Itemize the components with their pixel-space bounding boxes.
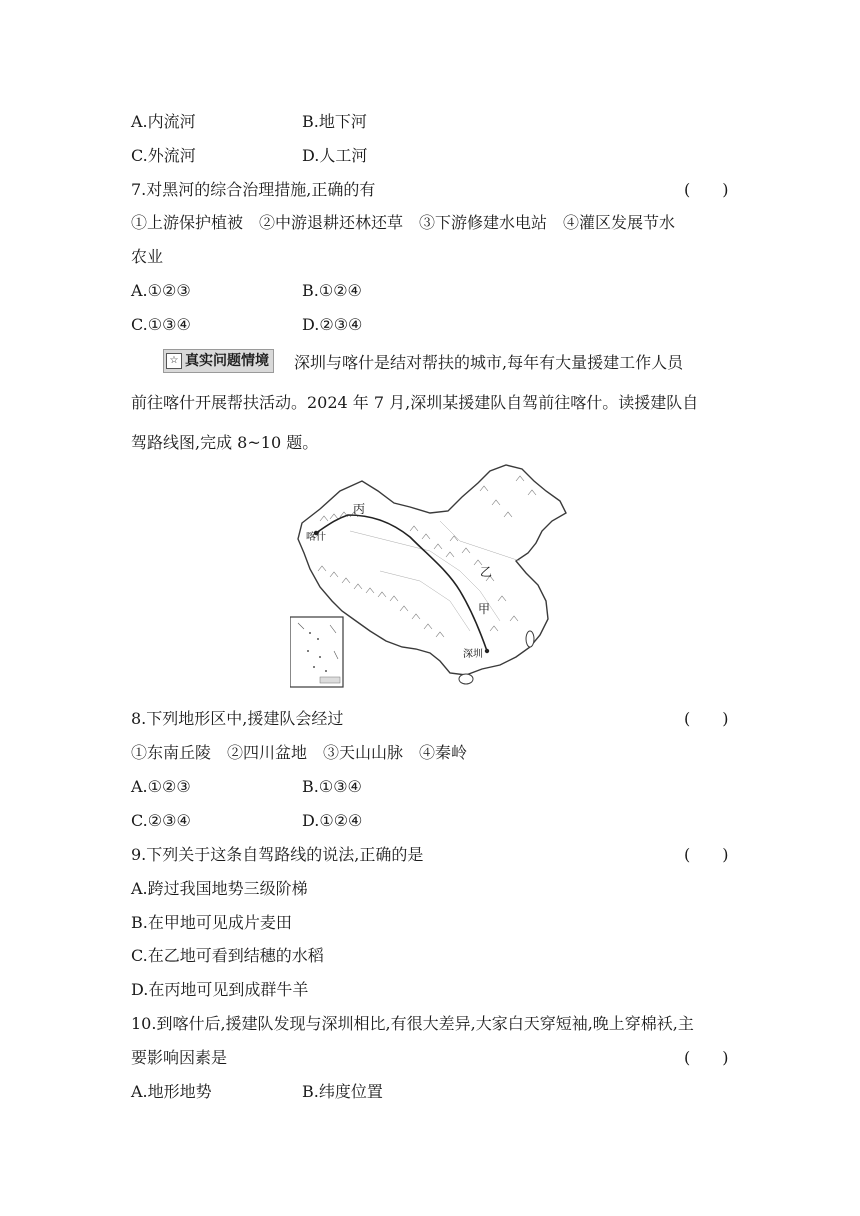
q8-option-a: A.①②③	[131, 777, 191, 796]
q9-option-c: C.在乙地可看到结穗的水稻	[131, 946, 324, 965]
q9-option-b: B.在甲地可见成片麦田	[131, 913, 292, 932]
context-line2: 前往喀什开展帮扶活动。2024 年 7 月,深圳某援建队自驾前往喀什。读援建队自	[131, 393, 699, 412]
q9-option-d: D.在丙地可见到成群牛羊	[131, 980, 309, 999]
route-map	[290, 461, 570, 690]
q8-items: ①东南丘陵 ②四川盆地 ③天山山脉 ④秦岭	[131, 743, 468, 762]
q7-answer-paren: ( )	[684, 180, 729, 199]
hainan-island	[459, 674, 473, 684]
q6-option-c: C.外流河	[131, 146, 196, 165]
q8-stem: 8.下列地形区中,援建队会经过	[131, 709, 344, 728]
q9-stem: 9.下列关于这条自驾路线的说法,正确的是	[131, 845, 424, 864]
q10-option-a: A.地形地势	[131, 1082, 212, 1101]
q10-answer-paren: ( )	[684, 1048, 729, 1067]
q8-option-b: B.①③④	[302, 777, 362, 796]
q7-items-line2: 农业	[131, 247, 164, 266]
q7-items-line1: ①上游保护植被 ②中游退耕还林还草 ③下游修建水电站 ④灌区发展节水	[131, 213, 676, 232]
q10-stem-line2: 要影响因素是	[131, 1048, 228, 1067]
map-label-kashi: 喀什	[306, 532, 326, 543]
q7-option-a: A.①②③	[131, 281, 191, 300]
map-label-shenzhen: 深圳	[463, 649, 483, 660]
q6-option-d: D.人工河	[302, 146, 368, 165]
context-line1: 深圳与喀什是结对帮扶的城市,每年有大量援建工作人员	[294, 353, 684, 372]
south-china-sea-inset	[290, 617, 343, 687]
context-line3: 驾路线图,完成 8~10 题。	[131, 433, 319, 452]
context-banner	[163, 349, 274, 373]
q7-option-c: C.①③④	[131, 315, 191, 334]
q9-answer-paren: ( )	[684, 845, 729, 864]
q7-stem: 7.对黑河的综合治理措施,正确的有	[131, 180, 376, 199]
q10-option-b: B.纬度位置	[302, 1082, 383, 1101]
star-icon: ☆	[166, 353, 182, 369]
q8-answer-paren: ( )	[684, 709, 729, 728]
q10-stem-line1: 10.到喀什后,援建队发现与深圳相比,有很大差异,大家白天穿短袖,晚上穿棉袄,主	[131, 1014, 694, 1033]
taiwan-island	[526, 631, 534, 647]
map-label-yi: 乙	[480, 565, 493, 579]
q7-option-d: D.②③④	[302, 315, 363, 334]
q8-option-d: D.①②④	[302, 811, 363, 830]
q9-option-a: A.跨过我国地势三级阶梯	[131, 879, 308, 898]
q7-option-b: B.①②④	[302, 281, 362, 300]
shenzhen-point	[485, 649, 489, 653]
map-label-bing: 丙	[353, 502, 366, 516]
q6-option-b: B.地下河	[302, 112, 367, 131]
context-banner-label: 真实问题情境	[185, 353, 269, 369]
q6-option-a: A.内流河	[131, 112, 196, 131]
q8-option-c: C.②③④	[131, 811, 191, 830]
map-label-jia: 甲	[478, 602, 491, 616]
